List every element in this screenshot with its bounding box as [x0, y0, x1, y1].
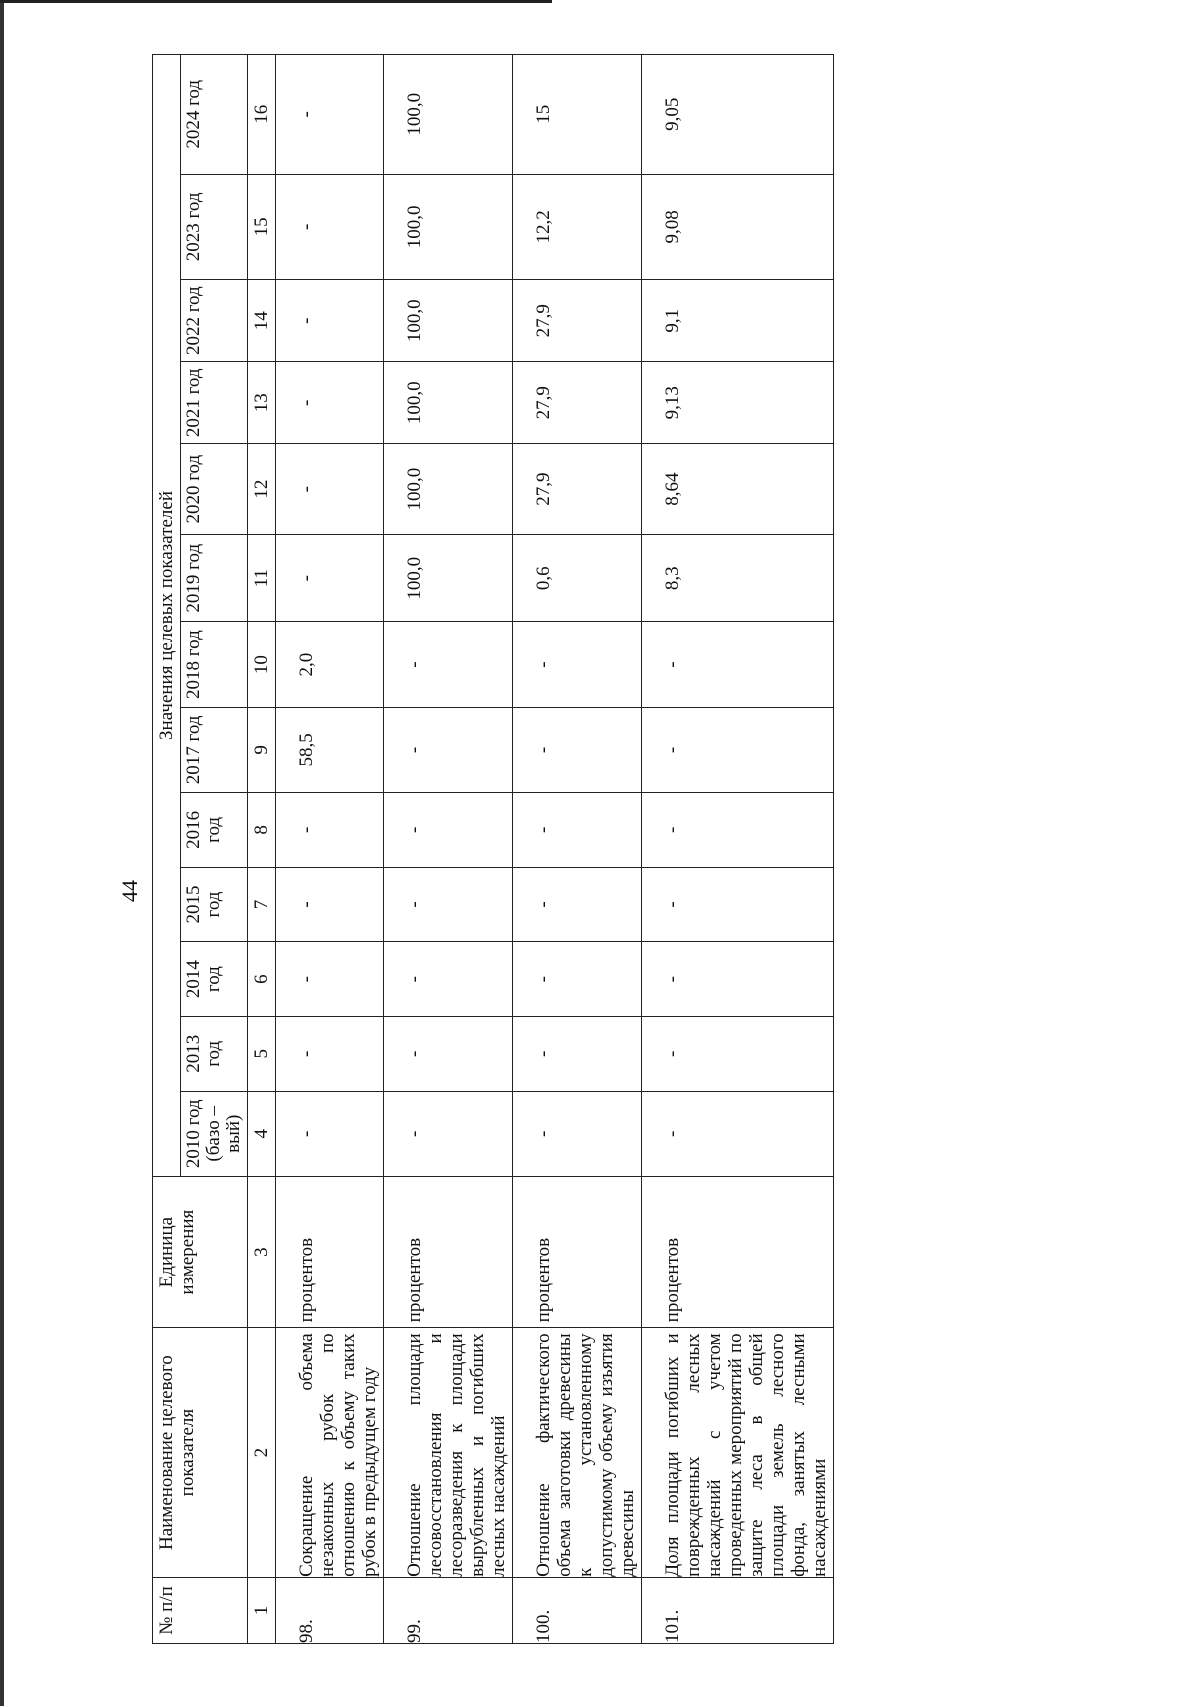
value-cell: 27,9: [513, 280, 642, 362]
value-cell: 9,13: [642, 362, 834, 444]
page-number: 44: [117, 880, 142, 902]
column-number: 9: [248, 707, 276, 792]
column-number: 2: [248, 1328, 276, 1578]
rotated-table-container: [152, 54, 872, 1644]
header-year-2014: 2014 год: [181, 942, 248, 1017]
value-cell: 100,0: [384, 362, 513, 444]
value-cell: -: [642, 1091, 834, 1176]
header-year-2016: 2016 год: [181, 793, 248, 868]
value-cell: -: [276, 280, 384, 362]
value-cell: -: [384, 1091, 513, 1176]
value-cell: -: [276, 1016, 384, 1091]
column-number: 5: [248, 1016, 276, 1091]
header-year-2019: 2019 год: [181, 534, 248, 621]
target-indicators-table: [152, 54, 834, 1644]
value-cell: -: [384, 867, 513, 942]
value-cell: -: [276, 793, 384, 868]
value-cell: -: [642, 707, 834, 792]
value-cell: 8,64: [642, 444, 834, 535]
unit-cell: процентов: [276, 1176, 384, 1327]
header-year-2021: 2021 год: [181, 362, 248, 444]
value-cell: 100,0: [384, 174, 513, 280]
value-cell: 0,6: [513, 534, 642, 621]
column-number: 1: [248, 1577, 276, 1643]
column-numbers-row: [248, 55, 276, 1644]
value-cell: -: [384, 622, 513, 707]
row-number: 98.: [276, 1577, 384, 1643]
value-cell: -: [513, 622, 642, 707]
value-cell: -: [642, 1016, 834, 1091]
row-number: 101.: [642, 1577, 834, 1643]
indicator-name: Доля площади погибших и поврежденных лесных насаждений с учетом проведенных мероприятий по защите леса в общей площади земель лесного фонда, занятых лесными насаждениями: [642, 1328, 834, 1578]
row-number: 99.: [384, 1577, 513, 1643]
value-cell: 100,0: [384, 444, 513, 535]
table-row: [513, 55, 642, 1644]
unit-cell: процентов: [384, 1176, 513, 1327]
header-year-2010: 2010 год (базо – вый): [181, 1091, 248, 1176]
value-cell: 100,0: [384, 280, 513, 362]
value-cell: 2,0: [276, 622, 384, 707]
value-cell: 58,5: [276, 707, 384, 792]
unit-cell: процентов: [513, 1176, 642, 1327]
header-year-2023: 2023 год: [181, 174, 248, 280]
column-number: 6: [248, 942, 276, 1017]
value-cell: -: [642, 867, 834, 942]
value-cell: -: [642, 942, 834, 1017]
table-row: [384, 55, 513, 1644]
column-number: 7: [248, 867, 276, 942]
header-np: № п/п: [153, 1577, 248, 1643]
header-values-group: Значения целевых показателей: [153, 55, 181, 1177]
value-cell: -: [513, 707, 642, 792]
value-cell: 15: [513, 55, 642, 175]
column-number: 4: [248, 1091, 276, 1176]
value-cell: 100,0: [384, 55, 513, 175]
header-year-2024: 2024 год: [181, 55, 248, 175]
value-cell: -: [513, 1016, 642, 1091]
value-cell: 100,0: [384, 534, 513, 621]
column-number: 10: [248, 622, 276, 707]
value-cell: -: [276, 942, 384, 1017]
scan-edge-top: [0, 0, 552, 3]
header-year-2022: 2022 год: [181, 280, 248, 362]
value-cell: -: [384, 1016, 513, 1091]
value-cell: -: [513, 1091, 642, 1176]
header-year-2020: 2020 год: [181, 444, 248, 535]
header-year-2013: 2013 год: [181, 1016, 248, 1091]
value-cell: 9,05: [642, 55, 834, 175]
value-cell: -: [384, 942, 513, 1017]
header-year-2018: 2018 год: [181, 622, 248, 707]
header-name: Наименование целевого показателя: [153, 1328, 248, 1578]
column-number: 14: [248, 280, 276, 362]
unit-cell: процентов: [642, 1176, 834, 1327]
value-cell: -: [642, 793, 834, 868]
column-number: 15: [248, 174, 276, 280]
column-number: 11: [248, 534, 276, 621]
table-row: [276, 55, 384, 1644]
value-cell: -: [513, 793, 642, 868]
value-cell: -: [276, 174, 384, 280]
column-number: 12: [248, 444, 276, 535]
value-cell: -: [276, 534, 384, 621]
indicator-name: Отношение фактического объема заготовки древесины к установленному допустимому объему изъятия древесины: [513, 1328, 642, 1578]
row-number: 100.: [513, 1577, 642, 1643]
value-cell: -: [642, 622, 834, 707]
value-cell: -: [276, 1091, 384, 1176]
column-number: 8: [248, 793, 276, 868]
value-cell: -: [276, 55, 384, 175]
value-cell: -: [276, 362, 384, 444]
value-cell: 27,9: [513, 362, 642, 444]
value-cell: 9,08: [642, 174, 834, 280]
indicator-name: Сокращение объема незаконных рубок по отношению к объему таких рубок в предыдущем году: [276, 1328, 384, 1578]
value-cell: 9,1: [642, 280, 834, 362]
value-cell: -: [384, 707, 513, 792]
value-cell: -: [384, 793, 513, 868]
column-number: 13: [248, 362, 276, 444]
value-cell: -: [276, 867, 384, 942]
column-number: 16: [248, 55, 276, 175]
value-cell: 8,3: [642, 534, 834, 621]
value-cell: -: [513, 867, 642, 942]
value-cell: 12,2: [513, 174, 642, 280]
value-cell: -: [276, 444, 384, 535]
header-year-2017: 2017 год: [181, 707, 248, 792]
scan-edge-left: [0, 0, 4, 1706]
value-cell: 27,9: [513, 444, 642, 535]
table-row: [642, 55, 834, 1644]
value-cell: -: [513, 942, 642, 1017]
indicator-name: Отношение площади лесовосстановления и лесоразведения к площади вырубленных и погибших лесных насаждений: [384, 1328, 513, 1578]
header-unit: Единица измерения: [153, 1176, 248, 1327]
column-number: 3: [248, 1176, 276, 1327]
header-year-2015: 2015 год: [181, 867, 248, 942]
